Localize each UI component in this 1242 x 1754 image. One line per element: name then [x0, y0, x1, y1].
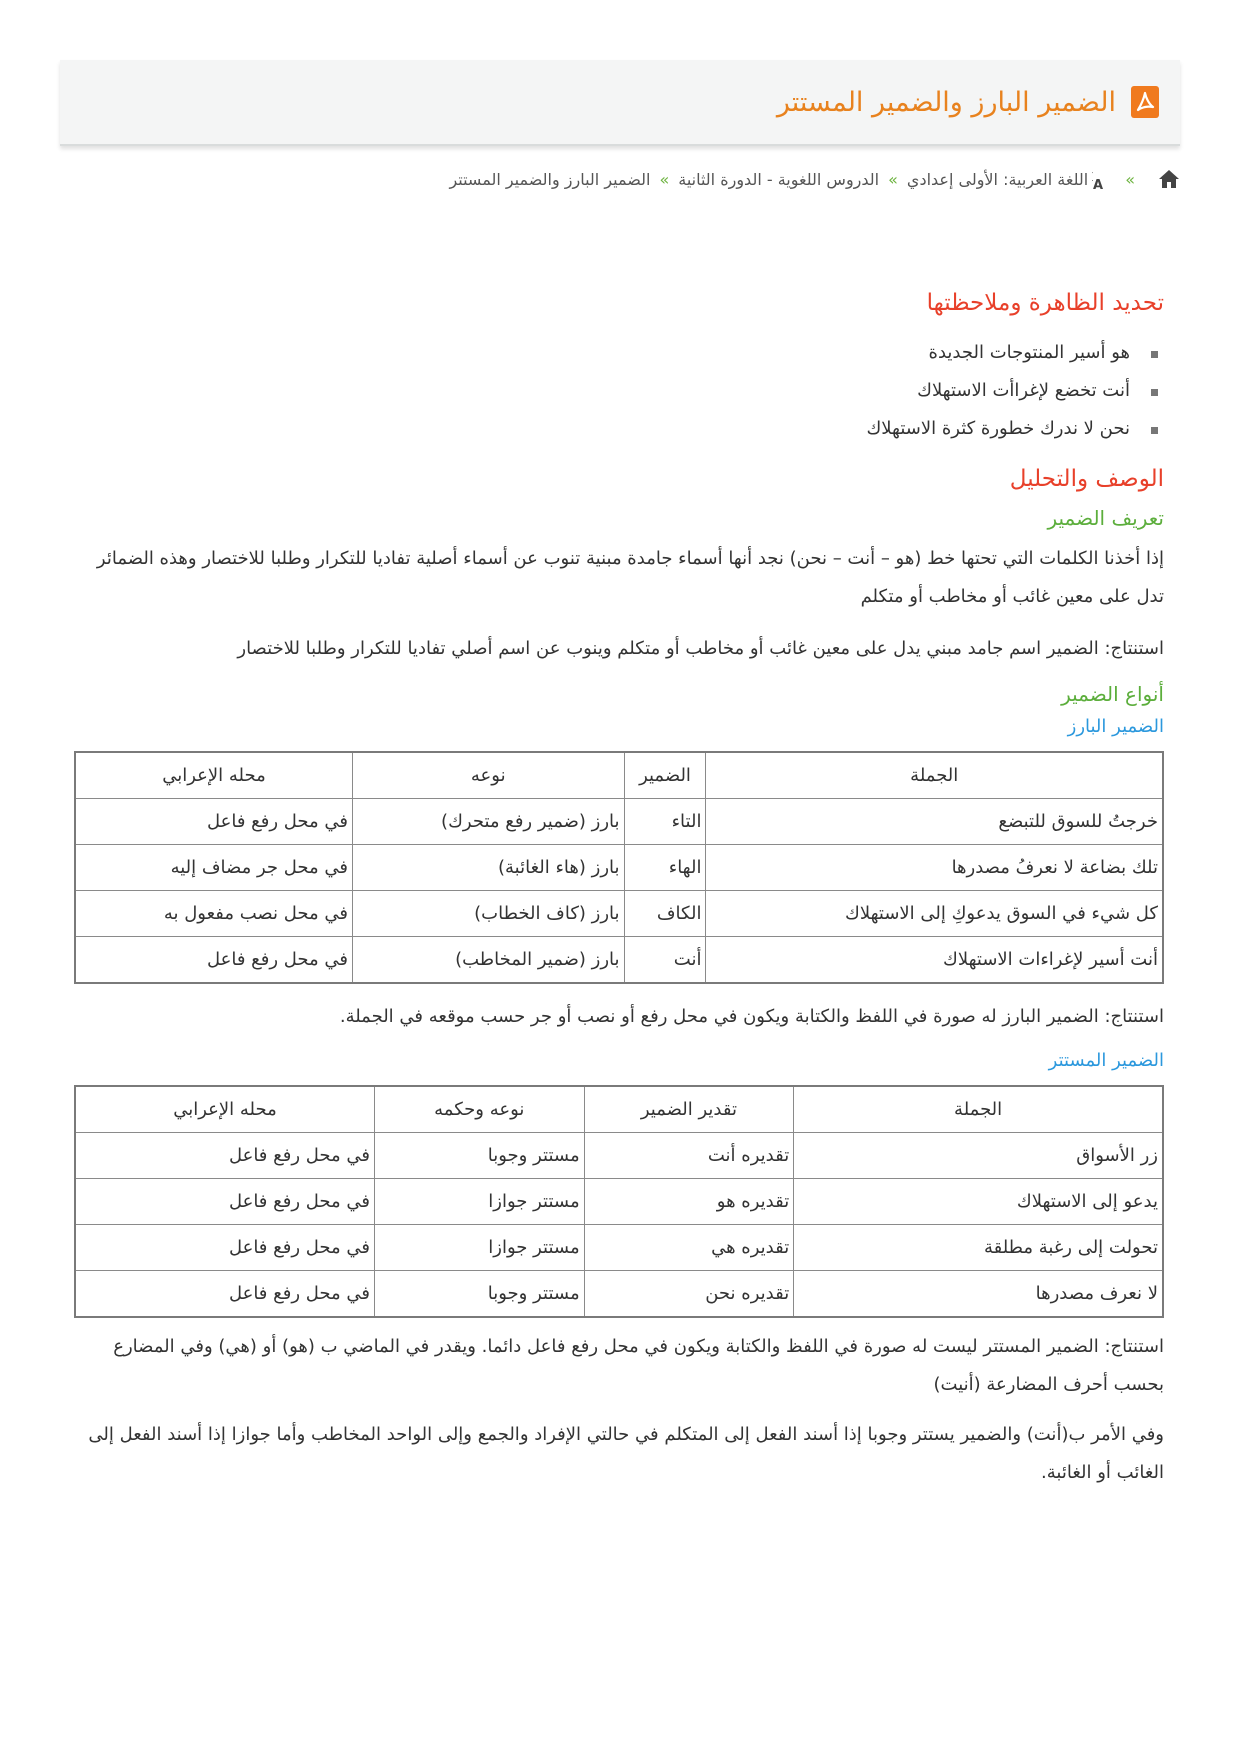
- table-row: [75, 1133, 1163, 1179]
- table-cell: في محل رفع فاعل: [75, 799, 353, 845]
- section-heading-analysis: الوصف والتحليل: [1009, 466, 1164, 492]
- table-row: [75, 845, 1163, 891]
- table-cell: في محل رفع فاعل: [75, 1225, 374, 1271]
- subheading-types: أنواع الضمير: [1061, 682, 1164, 706]
- table-cell: مستتر وجوبا: [374, 1133, 584, 1179]
- table-cell: أنت أسير لإغراءات الاستهلاك: [706, 937, 1163, 984]
- table-cell: مستتر وجوبا: [374, 1271, 584, 1318]
- table-row: [75, 937, 1163, 984]
- table-cell: في محل رفع فاعل: [75, 1271, 374, 1318]
- breadcrumb-separator: »: [888, 169, 898, 189]
- definition-conclusion: استنتاج: الضمير اسم جامد مبني يدل على معين غائب أو مخاطب أو متكلم وينوب عن اسم أصلي تفاديا للتكرار وطلبا للاختصار: [237, 638, 1164, 659]
- breadcrumb-separator: »: [1125, 169, 1135, 189]
- definition-paragraph: إذا أخذنا الكلمات التي تحتها خط (هو – أنت – نحن) نجد أنها أسماء جامدة مبنية تنوب عن أسماء أصلية تفاديا للتكرار وطلبا للاختصار وهذه الضمائر تدل على معين غائب أو مخاطب أو متكلم: [96, 548, 1164, 607]
- table-cell: تقديره أنت: [584, 1133, 794, 1179]
- breadcrumb-separator: »: [659, 169, 670, 189]
- table-cell: بارز (كاف الخطاب): [353, 891, 625, 937]
- table-row: [75, 1225, 1163, 1271]
- implicit-pronoun-table: [74, 1085, 1164, 1318]
- table-header-row: [75, 1086, 1163, 1133]
- example-list: [74, 334, 1164, 448]
- table-cell: الكاف: [624, 891, 706, 937]
- implicit-conclusion: استنتاج: الضمير المستتر ليست له صورة في اللفظ والكتابة ويكون في محل رفع فاعل دائما. ويقدر في الماضي ب (هو) أو (هي) وفي المضارع بحسب أحرف المضارعة (أنيت): [113, 1336, 1164, 1395]
- translate-icon: [1092, 168, 1116, 190]
- column-header: الجملة: [794, 1086, 1163, 1133]
- table-cell: تقديره هو: [584, 1179, 794, 1225]
- table-cell: لا نعرف مصدرها: [794, 1271, 1163, 1318]
- table-cell: كل شيء في السوق يدعوكِ إلى الاستهلاك: [706, 891, 1163, 937]
- subheading-definition: تعريف الضمير: [1047, 506, 1164, 530]
- table-row: [75, 1271, 1163, 1318]
- subheading-implicit-pronoun: الضمير المستتر: [1048, 1050, 1164, 1071]
- column-header: محله الإعرابي: [75, 752, 353, 799]
- table-cell: تقديره هي: [584, 1225, 794, 1271]
- table-header-row: [75, 752, 1163, 799]
- breadcrumb-item-section[interactable]: الدروس اللغوية - الدورة الثانية: [678, 169, 880, 189]
- table-cell: الهاء: [624, 845, 706, 891]
- list-item: هو أسير المنتوجات الجديدة: [74, 334, 1164, 372]
- list-item: نحن لا ندرك خطورة كثرة الاستهلاك: [74, 410, 1164, 448]
- column-header: محله الإعرابي: [75, 1086, 374, 1133]
- table-cell: في محل رفع فاعل: [75, 1133, 374, 1179]
- table-cell: يدعو إلى الاستهلاك: [794, 1179, 1163, 1225]
- column-header: الجملة: [706, 752, 1163, 799]
- table-cell: في محل نصب مفعول به: [75, 891, 353, 937]
- subheading-explicit-pronoun: الضمير البارز: [1067, 716, 1164, 737]
- table-cell: تلك بضاعة لا نعرفُ مصدرها: [706, 845, 1163, 891]
- bullet-square-icon: [1151, 389, 1158, 396]
- table-cell: زر الأسواق: [794, 1133, 1163, 1179]
- svg-text:A: A: [1093, 178, 1104, 190]
- page-header: [60, 60, 1180, 146]
- table-cell: تحولت إلى رغبة مطلقة: [794, 1225, 1163, 1271]
- table-cell: مستتر جوازا: [374, 1225, 584, 1271]
- section-heading-observation: تحديد الظاهرة وملاحظتها: [926, 290, 1164, 316]
- breadcrumb-item-current: الضمير البارز والضمير المستتر: [449, 169, 651, 189]
- column-header: تقدير الضمير: [584, 1086, 794, 1133]
- table-cell: تقديره نحن: [584, 1271, 794, 1318]
- table-cell: في محل رفع فاعل: [75, 1179, 374, 1225]
- page-title: الضمير البارز والضمير المستتر: [776, 86, 1116, 118]
- table-cell: أنت: [624, 937, 706, 984]
- table-cell: بارز (هاء الغائبة): [353, 845, 625, 891]
- explicit-conclusion: استنتاج: الضمير البارز له صورة في اللفظ والكتابة ويكون في محل رفع أو نصب أو جر حسب موقعه في الجملة.: [339, 1006, 1164, 1027]
- column-header: الضمير: [624, 752, 706, 799]
- table-cell: التاء: [624, 799, 706, 845]
- table-cell: بارز (ضمير رفع متحرك): [353, 799, 625, 845]
- breadcrumb-item-category[interactable]: اللغة العربية: الأولى إعدادي: [906, 169, 1089, 189]
- column-header: نوعه وحكمه: [374, 1086, 584, 1133]
- breadcrumb: [449, 168, 1180, 190]
- list-item: أنت تخضع لإغراأت الاستهلاك: [74, 372, 1164, 410]
- table-row: [75, 799, 1163, 845]
- table-cell: بارز (ضمير المخاطب): [353, 937, 625, 984]
- article-body: [74, 290, 1164, 1492]
- table-cell: في محل رفع فاعل: [75, 937, 353, 984]
- table-cell: خرجتُ للسوق للتبضع: [706, 799, 1163, 845]
- explicit-pronoun-table: [74, 751, 1164, 984]
- implicit-closing-paragraph: وفي الأمر ب(أنت) والضمير يستتر وجوبا إذا أسند الفعل إلى المتكلم في حالتي الإفراد والجمع وإلى الواحد المخاطب وأما جوازا إذا أسند الفعل إلى الغائب أو الغائبة.: [88, 1424, 1164, 1483]
- column-header: نوعه: [353, 752, 625, 799]
- table-row: [75, 1179, 1163, 1225]
- table-cell: في محل جر مضاف إليه: [75, 845, 353, 891]
- table-row: [75, 891, 1163, 937]
- home-icon[interactable]: [1158, 169, 1180, 189]
- pdf-icon[interactable]: [1130, 85, 1160, 119]
- bullet-square-icon: [1151, 427, 1158, 434]
- table-cell: مستتر جوازا: [374, 1179, 584, 1225]
- bullet-square-icon: [1151, 351, 1158, 358]
